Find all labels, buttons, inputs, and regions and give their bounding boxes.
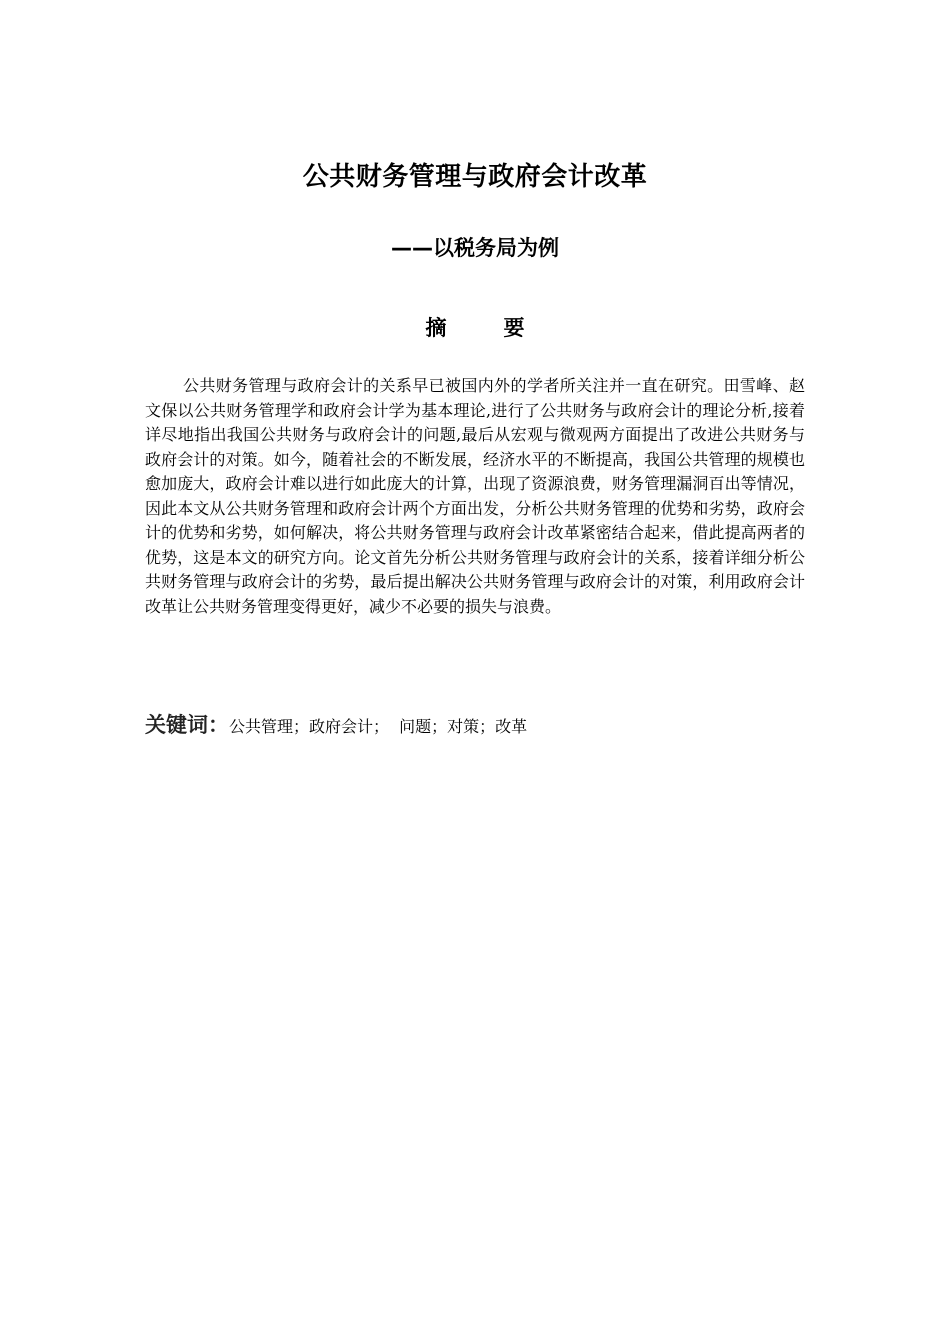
abstract-body: 公共财务管理与政府会计的关系早已被国内外的学者所关注并一直在研究。田雪峰、赵文保以公共财务管理学和政府会计学为基本理论,进行了公共财务与政府会计的理论分析,接着详尽地指出我国公共财务与政府会计的问题,最后从宏观与微观两方面提出了改进公共财务与政府会计的对策。如今，随着社会的不断发展，经济水平的不断提高，我国公共管理的规模也愈加庞大，政府会计难以进行如此庞大的计算，出现了资源浪费，财务管理漏洞百出等情况，因此本文从公共财务管理和政府会计两个方面出发，分析公共财务管理的优势和劣势，政府会计的优势和劣势，如何解决，将公共财务管理与政府会计改革紧密结合起来，借此提高两者的优势，这是本文的研究方向。论文首先分析公共财务管理与政府会计的关系，接着详细分析公共财务管理与政府会计的劣势，最后提出解决公共财务管理与政府会计的对策，利用政府会计改革让公共财务管理变得更好，减少不必要的损失与浪费。 xyxy=(145,376,805,616)
keywords-text: 公共管理；政府会计； 问题；对策；改革 xyxy=(229,717,528,736)
keywords-line xyxy=(145,709,805,744)
document-title: 公共财务管理与政府会计改革 xyxy=(302,162,648,192)
keywords-label: 关键词： xyxy=(145,713,229,737)
abstract-heading: 摘 要 xyxy=(425,316,543,340)
document-subtitle: ——以税务局为例 xyxy=(391,236,559,260)
